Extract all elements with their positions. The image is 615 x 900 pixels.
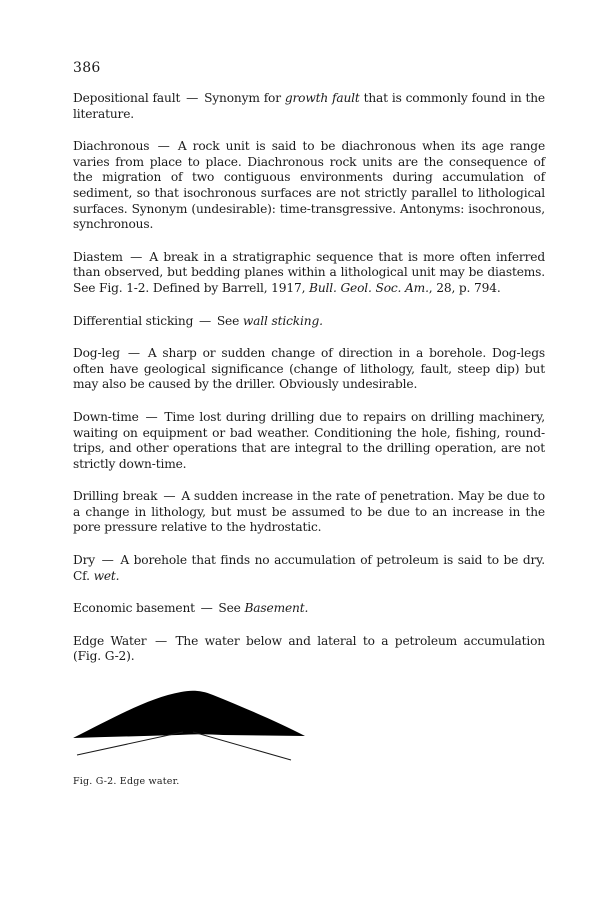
entry-term: Economic basement (73, 601, 195, 616)
entry-text: A rock unit is said to be diachronous when its age range varies from place to place. Diachronous rock units are the consequence of the migration of two contiguous environments during accumulation of sediment, so that isochronous surfaces are not strictly parallel to lithological surfaces. Synonym (undesirable): time-transgressive. Antonyms: isochronous, synchronous. (73, 139, 546, 232)
entry-text: A borehole that finds no accumulation of petroleum is said to be dry. Cf. (73, 553, 545, 583)
glossary-entry (73, 250, 545, 297)
glossary-entry (73, 410, 545, 472)
entry-term: Diastem (73, 249, 123, 264)
entry-italic: growth fault (284, 91, 360, 105)
entry-text: The water below and lateral to a petroleum accumulation (Fig. G-2). (73, 633, 546, 664)
page-number: 386 (73, 60, 101, 76)
entry-italic: Bull. Geol. Soc. Am. (309, 280, 429, 295)
figure-caption: Fig. G-2. Edge water. (73, 776, 180, 787)
entry-separator: — (127, 346, 140, 361)
entry-text: A sharp or sudden change of direction in a borehole. Dog-legs often have geological significance (change of lithology, fault, steep dip) but may also be caused by the driller. Obviously undesirable. (73, 346, 545, 392)
entry-text: A break in a stratigraphic sequence that is more often inferred than observed, but bedding planes within a lithological unit may be diastems. See Fig. 1-2. Defined by Barrell, 1917, (73, 249, 545, 295)
entry-text: that is commonly found in the literature. (73, 91, 545, 121)
entry-term: Down-time (73, 409, 139, 424)
entry-term: Dog-leg (73, 346, 120, 361)
entry-text: , 28, p. 794. (428, 280, 501, 295)
edge-water-figure (73, 680, 313, 770)
petroleum-accumulation-shape (73, 691, 305, 738)
entry-italic: wet. (93, 568, 120, 583)
glossary-entry (73, 91, 545, 122)
entry-text: See (216, 313, 243, 328)
glossary-entry (73, 489, 545, 536)
entry-italic: Basement. (244, 601, 309, 616)
entry-term: Differential sticking (73, 313, 194, 328)
entry-separator: — (200, 601, 213, 616)
glossary-entry (73, 346, 545, 393)
entry-separator: — (157, 139, 170, 154)
entry-separator: — (145, 409, 158, 424)
entry-separator: — (186, 91, 199, 105)
entry-text: Time lost during drilling due to repairs on drilling machinery, waiting on equipment or bad weather. Conditioning the hole, fishing, round-trips, and other operations that are integral to the drilling operation, are not strictly down-time. (73, 409, 545, 471)
entry-separator: — (154, 633, 167, 648)
entry-separator: — (163, 489, 176, 504)
water-contact-line-right (193, 732, 291, 760)
entry-text: A sudden increase in the rate of penetration. May be due to a change in lithology, but must be assumed to be due to an increase in the pore pressure relative to the hydrostatic. (73, 489, 545, 535)
glossary-entry (73, 139, 545, 233)
entry-term: Depositional fault (73, 91, 181, 105)
glossary-entry (73, 601, 545, 617)
entry-separator: — (199, 313, 212, 328)
entry-italic: wall sticking. (242, 313, 323, 328)
glossary-entry (73, 553, 545, 584)
glossary-entry (73, 634, 545, 665)
entry-term: Dry (73, 553, 96, 568)
entry-text: See (218, 601, 245, 616)
glossary-entry (73, 314, 545, 330)
entry-separator: — (130, 249, 143, 264)
entry-term: Drilling break (73, 489, 158, 504)
entry-text: Synonym for (204, 91, 285, 105)
edge-water-diagram (73, 680, 313, 770)
entry-separator: — (101, 553, 114, 568)
entry-term: Diachronous (73, 139, 150, 154)
entry-term: Edge Water (73, 633, 147, 648)
glossary-entries (73, 91, 545, 682)
